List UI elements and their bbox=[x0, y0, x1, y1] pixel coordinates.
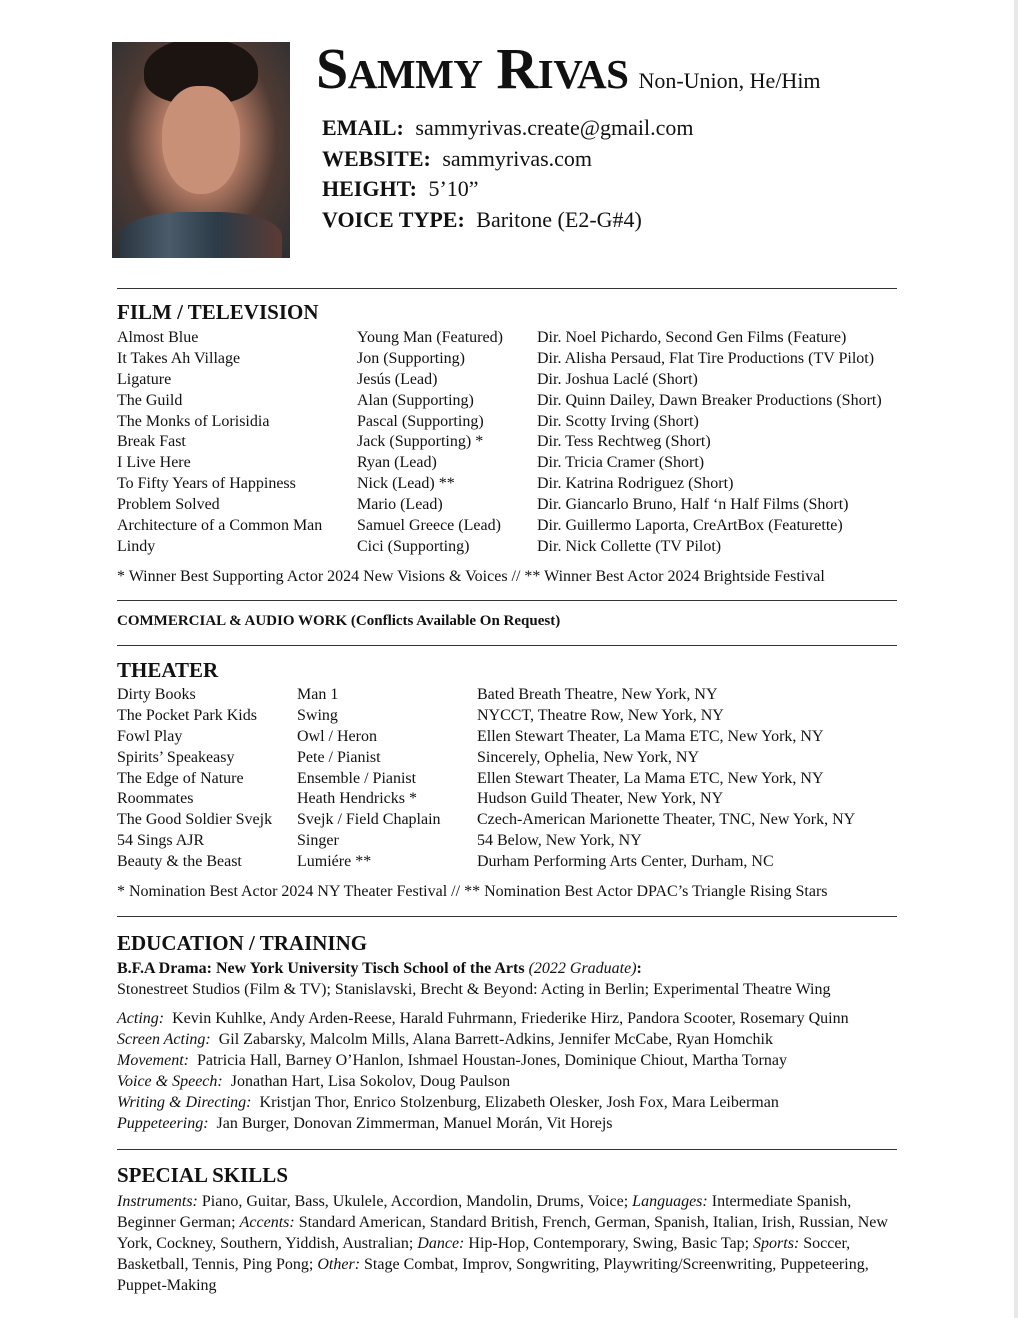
credit-role: Swing bbox=[297, 706, 338, 724]
skill-category: Accents: bbox=[239, 1214, 295, 1231]
skill-list: Hip-Hop, Contemporary, Swing, Basic Tap; bbox=[468, 1235, 750, 1252]
divider bbox=[117, 1149, 897, 1150]
name-header bbox=[316, 36, 821, 101]
divider bbox=[117, 916, 897, 917]
credit-role: Ryan (Lead) bbox=[357, 454, 437, 472]
teacher-category: Puppeteering: bbox=[117, 1114, 209, 1132]
credit-title: The Guild bbox=[117, 391, 183, 409]
studios-line: Stonestreet Studios (Film & TV); Stanislavski, Brecht & Beyond: Acting in Berlin; Experimental Theatre Wing bbox=[117, 981, 831, 998]
teacher-names: Jonathan Hart, Lisa Sokolov, Doug Paulson bbox=[230, 1072, 511, 1090]
contact-height bbox=[322, 174, 693, 205]
contact-email bbox=[322, 113, 693, 144]
teacher-row bbox=[117, 1072, 849, 1093]
credit-role: Mario (Lead) bbox=[357, 496, 443, 514]
degree-line bbox=[117, 959, 642, 980]
section-title-skills: SPECIAL SKILLS bbox=[117, 1163, 288, 1187]
credit-title: Architecture of a Common Man bbox=[117, 517, 323, 535]
credit-title: The Monks of Lorisidia bbox=[117, 412, 270, 430]
contact-website bbox=[322, 144, 693, 175]
credit-role: Jack (Supporting) * bbox=[357, 433, 484, 451]
credit-role: Man 1 bbox=[297, 686, 339, 703]
section-title-education: EDUCATION / TRAINING bbox=[117, 931, 368, 955]
credit-title: Problem Solved bbox=[117, 496, 220, 514]
teacher-row bbox=[117, 1114, 849, 1135]
skill-list: Standard American, Standard British, French, German, Spanish, Italian, Irish, Russian, New York, Cockney, Southern, Yiddish, Australian; bbox=[117, 1214, 888, 1252]
credit-role: Cici (Supporting) bbox=[357, 537, 470, 555]
credit-director-venue: Dir. Giancarlo Bruno, Half ‘n Half Films (Short) bbox=[537, 496, 849, 514]
teacher-row bbox=[117, 1009, 849, 1030]
skill-category: Languages: bbox=[632, 1193, 708, 1210]
skill-list: Intermediate Spanish, Beginner German; bbox=[117, 1193, 852, 1231]
teacher-category: Voice & Speech: bbox=[117, 1072, 223, 1090]
credit-director-venue: Dir. Tess Rechtweg (Short) bbox=[537, 433, 711, 451]
teacher-category: Acting: bbox=[117, 1010, 165, 1027]
credit-role: Jesús (Lead) bbox=[357, 370, 438, 388]
credit-role: Alan (Supporting) bbox=[357, 391, 474, 409]
teacher-row bbox=[117, 1030, 849, 1051]
credit-director-venue: Hudson Guild Theater, New York, NY bbox=[477, 790, 724, 808]
divider bbox=[117, 288, 897, 289]
contact-label: HEIGHT: bbox=[322, 176, 417, 201]
skill-category: Other: bbox=[317, 1256, 361, 1273]
credit-title: Ligature bbox=[117, 370, 172, 388]
special-skills-text bbox=[117, 1191, 907, 1296]
credit-director-venue: Dir. Guillermo Laporta, CreArtBox (Featurette) bbox=[537, 517, 843, 535]
credit-role: Svejk / Field Chaplain bbox=[297, 811, 441, 829]
degree-year: (2022 Graduate) bbox=[528, 960, 637, 977]
skill-list: Stage Combat, Improv, Songwriting, Playwriting/Screenwriting, Puppeteering, Puppet-Making bbox=[117, 1256, 869, 1294]
credit-role: Young Man (Featured) bbox=[357, 329, 503, 346]
contact-label: EMAIL: bbox=[322, 115, 404, 140]
credit-title: Beauty & the Beast bbox=[117, 853, 242, 871]
credit-title: I Live Here bbox=[117, 454, 191, 472]
commercial-heading: COMMERCIAL & AUDIO WORK (Conflicts Available On Request) bbox=[117, 613, 561, 629]
credit-role: Jon (Supporting) bbox=[357, 349, 465, 367]
section-title-theater: THEATER bbox=[117, 658, 219, 682]
credit-role: Pascal (Supporting) bbox=[357, 412, 484, 430]
teacher-row bbox=[117, 1051, 849, 1072]
credit-role: Singer bbox=[297, 832, 339, 850]
skill-category: Instruments: bbox=[117, 1193, 198, 1210]
teachers-list bbox=[117, 1009, 849, 1134]
degree-name: B.F.A Drama: New York University Tisch School of the Arts bbox=[117, 960, 525, 977]
degree-colon: : bbox=[636, 960, 642, 977]
credit-director-venue: Czech-American Marionette Theater, TNC, New York, NY bbox=[477, 811, 856, 829]
credit-director-venue: Dir. Scotty Irving (Short) bbox=[537, 412, 699, 430]
credit-role: Pete / Pianist bbox=[297, 748, 381, 766]
credit-title: Fowl Play bbox=[117, 727, 183, 745]
credit-role: Owl / Heron bbox=[297, 727, 377, 745]
credit-role: Nick (Lead) ** bbox=[357, 475, 455, 493]
contact-voice-type bbox=[322, 205, 693, 236]
skill-category: Sports: bbox=[753, 1235, 800, 1252]
credit-director-venue: Dir. Joshua Laclé (Short) bbox=[537, 370, 698, 388]
credit-director-venue: Sincerely, Ophelia, New York, NY bbox=[477, 748, 700, 766]
credit-title: The Pocket Park Kids bbox=[117, 706, 257, 724]
credit-title: To Fifty Years of Happiness bbox=[117, 475, 296, 493]
credit-director-venue: Dir. Alisha Persaud, Flat Tire Productions (TV Pilot) bbox=[537, 349, 875, 367]
teacher-row bbox=[117, 1093, 849, 1114]
credit-role: Lumiére ** bbox=[297, 853, 372, 871]
teacher-category: Movement: bbox=[117, 1051, 189, 1069]
contact-value: 5’10” bbox=[428, 176, 479, 201]
contact-value: Baritone (E2-G#4) bbox=[476, 206, 642, 232]
credit-director-venue: Ellen Stewart Theater, La Mama ETC, New York, NY bbox=[477, 727, 824, 745]
credit-title: Roommates bbox=[117, 790, 194, 808]
credit-title: Lindy bbox=[117, 537, 156, 555]
credit-director-venue: Durham Performing Arts Center, Durham, NC bbox=[477, 853, 774, 871]
page-edge bbox=[1014, 0, 1018, 1318]
credit-title: Break Fast bbox=[117, 433, 186, 451]
teacher-names: Patricia Hall, Barney O’Hanlon, Ishmael Houstan-Jones, Dominique Chiout, Martha Tornay bbox=[196, 1051, 787, 1069]
credit-director-venue: 54 Below, New York, NY bbox=[477, 832, 642, 850]
film-awards-note: * Winner Best Supporting Actor 2024 New Visions & Voices // ** Winner Best Actor 2024 Brightside Festival bbox=[117, 568, 825, 585]
skill-list: Piano, Guitar, Bass, Ukulele, Accordion, Mandolin, Drums, Voice; bbox=[201, 1193, 629, 1210]
contact-value: sammyrivas.create@gmail.com bbox=[415, 115, 694, 140]
headshot-photo bbox=[112, 42, 290, 258]
teacher-category: Screen Acting: bbox=[117, 1030, 211, 1048]
credit-title: 54 Sings AJR bbox=[117, 832, 205, 850]
contact-info bbox=[322, 113, 693, 235]
credit-title: The Edge of Nature bbox=[117, 769, 244, 787]
credit-title: Dirty Books bbox=[117, 686, 196, 703]
teacher-names: Kristjan Thor, Enrico Stolzenburg, Elizabeth Olesker, Josh Fox, Mara Leiberman bbox=[259, 1093, 779, 1111]
teacher-names: Kevin Kuhlke, Andy Arden-Reese, Harald Fuhrmann, Friederike Hirz, Pandora Scooter, Rosemary Quinn bbox=[172, 1010, 849, 1027]
divider bbox=[117, 600, 897, 601]
actor-name: Sammy Rivas bbox=[316, 36, 629, 101]
credit-director-venue: Dir. Noel Pichardo, Second Gen Films (Feature) bbox=[537, 329, 847, 346]
credit-director-venue: NYCCT, Theatre Row, New York, NY bbox=[477, 706, 724, 724]
credit-director-venue: Ellen Stewart Theater, La Mama ETC, New York, NY bbox=[477, 769, 824, 787]
skill-list: Soccer, Basketball, Tennis, Ping Pong; bbox=[117, 1235, 851, 1273]
credit-director-venue: Dir. Quinn Dailey, Dawn Breaker Productions (Short) bbox=[537, 391, 882, 409]
union-pronouns: Non-Union, He/Him bbox=[638, 68, 821, 93]
skill-category: Dance: bbox=[417, 1235, 465, 1252]
credit-director-venue: Dir. Tricia Cramer (Short) bbox=[537, 454, 705, 472]
credit-title: Spirits’ Speakeasy bbox=[117, 748, 235, 766]
credit-title: The Good Soldier Svejk bbox=[117, 811, 273, 829]
credit-role: Ensemble / Pianist bbox=[297, 769, 417, 787]
credit-role: Samuel Greece (Lead) bbox=[357, 517, 501, 535]
teacher-category: Writing & Directing: bbox=[117, 1093, 252, 1111]
theater-awards-note: * Nomination Best Actor 2024 NY Theater Festival // ** Nomination Best Actor DPAC’s Triangle Rising Stars bbox=[117, 883, 828, 900]
credit-title: It Takes Ah Village bbox=[117, 349, 241, 367]
section-title-film: FILM / TELEVISION bbox=[117, 300, 319, 324]
contact-value: sammyrivas.com bbox=[442, 145, 593, 171]
contact-label: WEBSITE: bbox=[322, 145, 431, 171]
credit-director-venue: Dir. Nick Collette (TV Pilot) bbox=[537, 537, 722, 555]
divider bbox=[117, 645, 897, 646]
credit-title: Almost Blue bbox=[117, 329, 199, 346]
teacher-names: Jan Burger, Donovan Zimmerman, Manuel Morán, Vit Horejs bbox=[216, 1114, 613, 1132]
credit-director-venue: Bated Breath Theatre, New York, NY bbox=[477, 686, 718, 703]
teacher-names: Gil Zabarsky, Malcolm Mills, Alana Barrett-Adkins, Jennifer McCabe, Ryan Homchik bbox=[218, 1030, 773, 1048]
contact-label: VOICE TYPE: bbox=[322, 206, 465, 232]
credit-role: Heath Hendricks * bbox=[297, 790, 417, 808]
credit-director-venue: Dir. Katrina Rodriguez (Short) bbox=[537, 475, 734, 493]
